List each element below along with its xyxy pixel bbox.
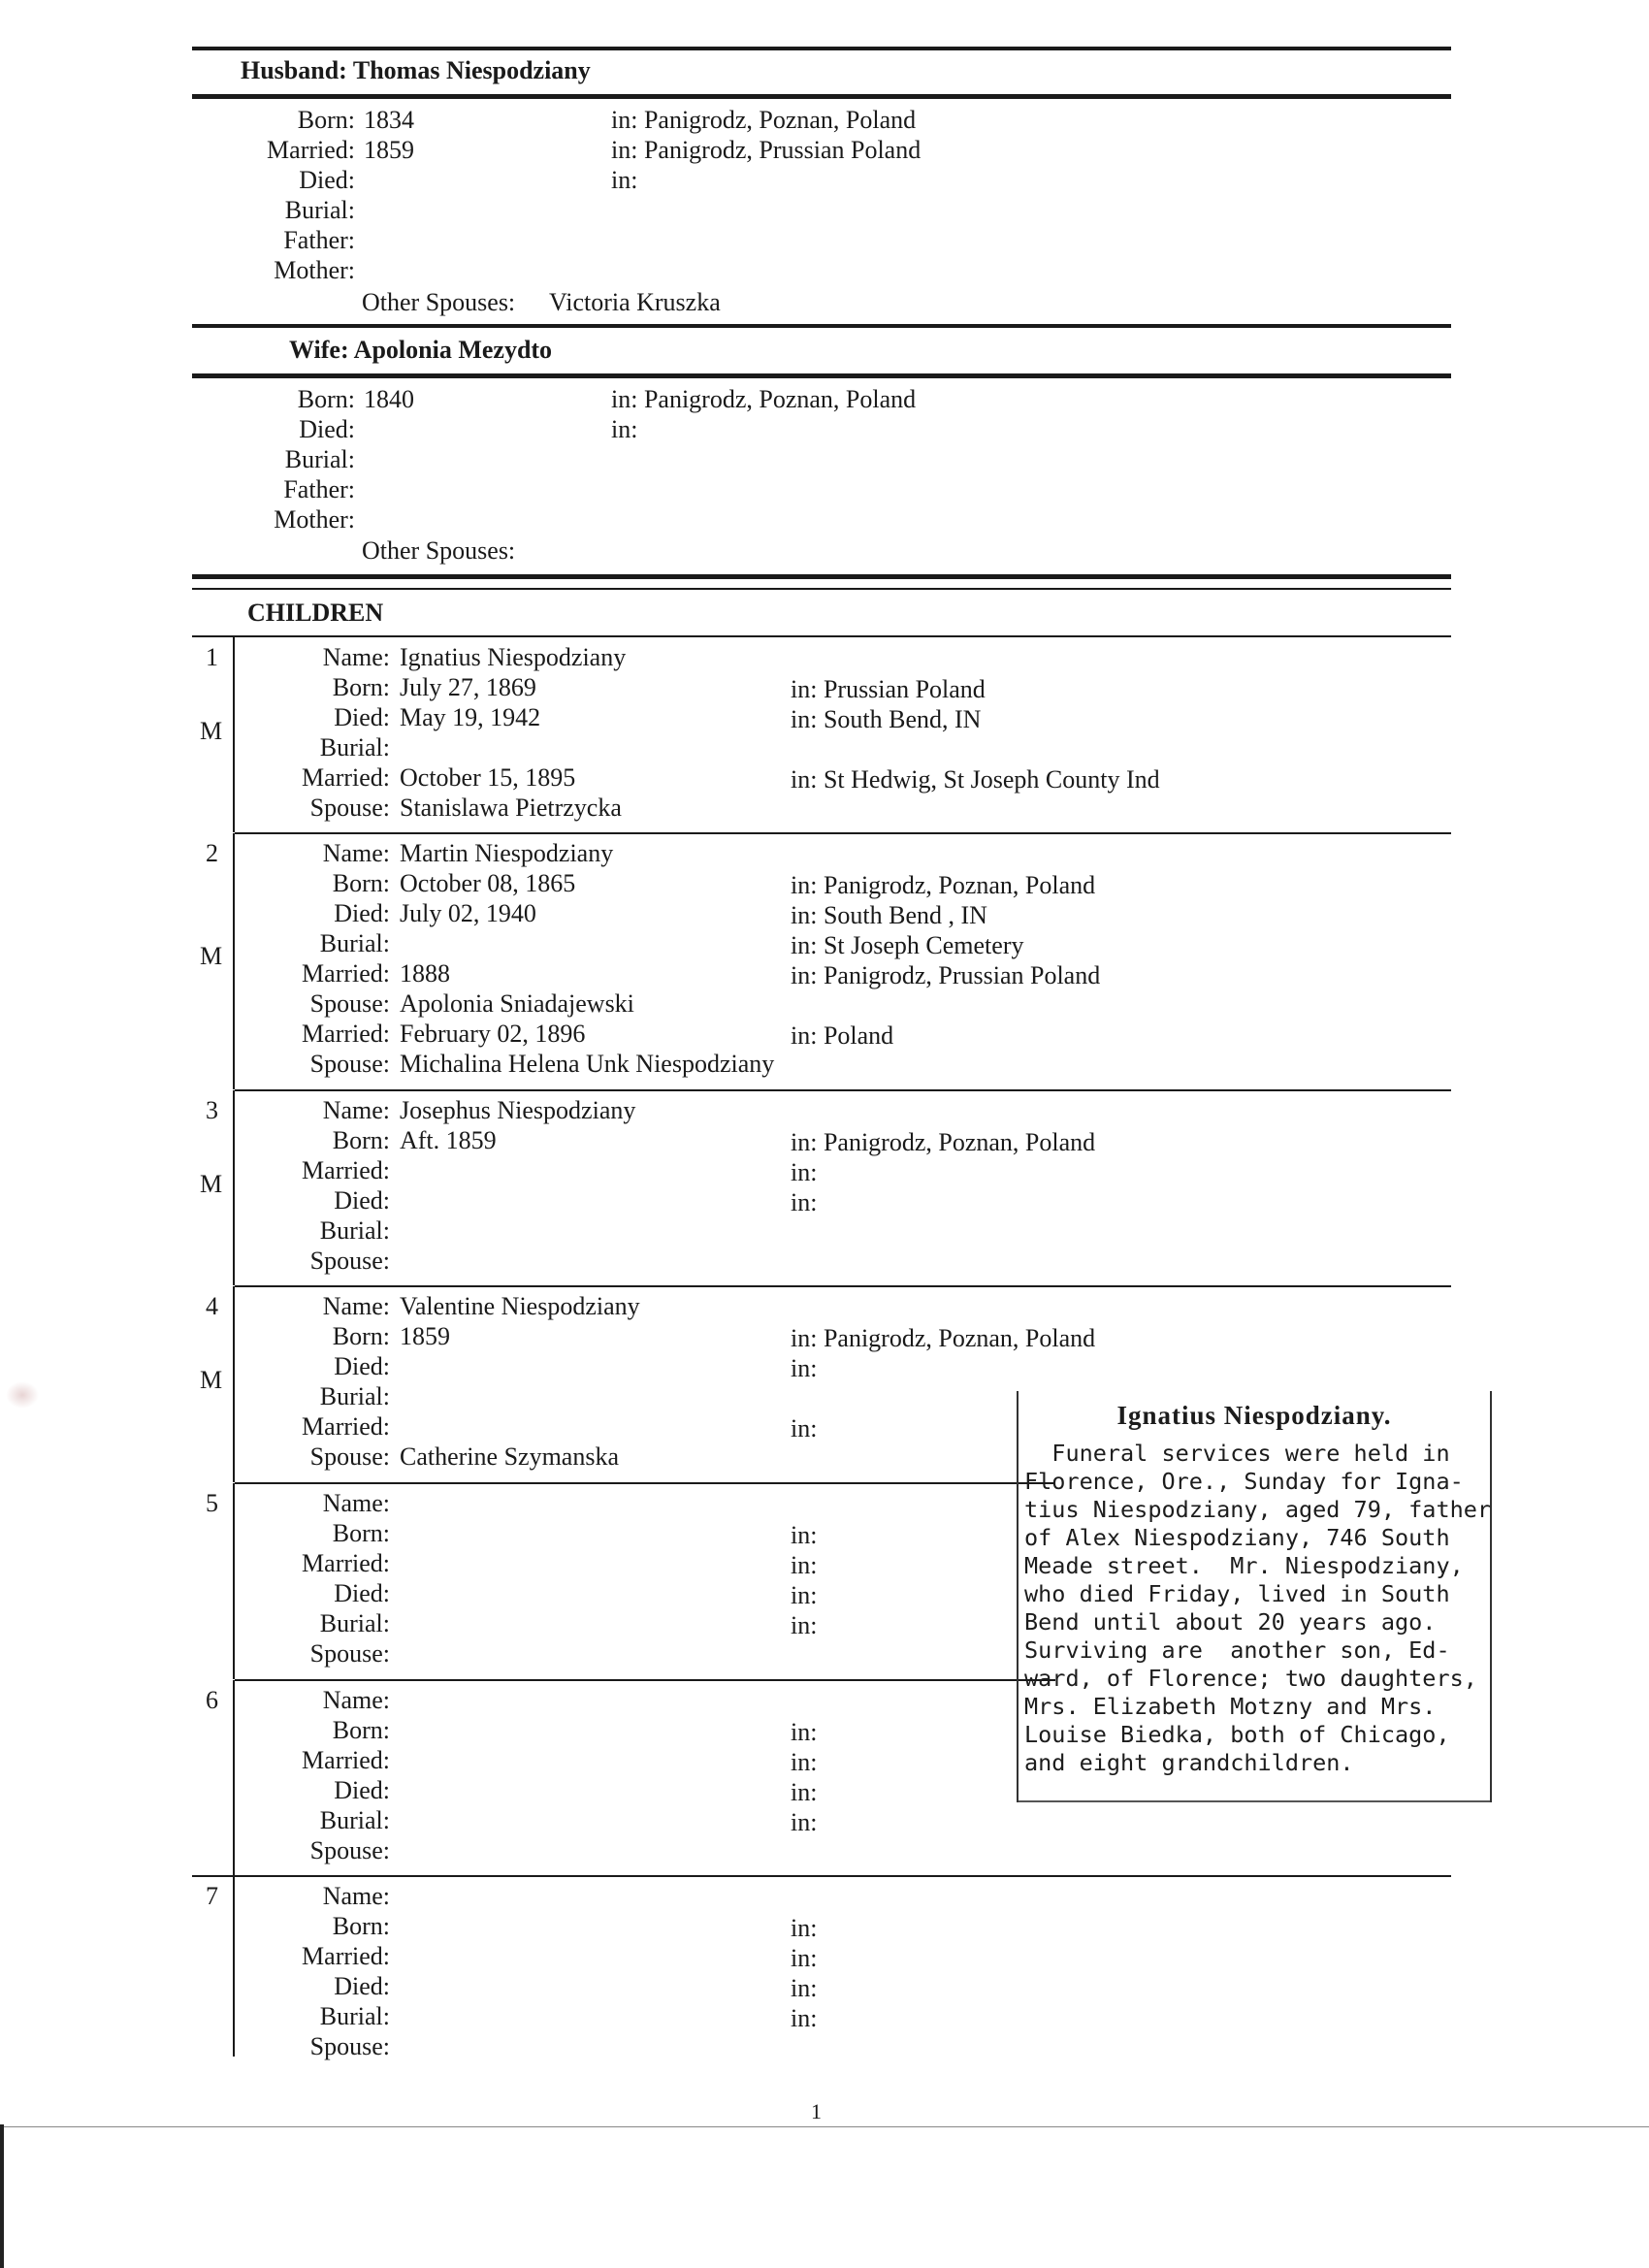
- child-number: 5: [206, 1489, 218, 1517]
- children-heading: CHILDREN: [247, 599, 384, 627]
- fact-place: in: Panigrodz, Prussian Poland: [611, 136, 922, 164]
- child-separator: [235, 1089, 1451, 1091]
- child-field-label: Spouse:: [309, 1050, 390, 1078]
- child-field-place: in: Poland: [791, 1021, 894, 1050]
- child-separator: [235, 1482, 1055, 1484]
- child-block-bar: [233, 1286, 235, 1482]
- child-field-label: Name:: [322, 643, 390, 671]
- child-field-value: Michalina Helena Unk Niespodziany: [400, 1050, 775, 1078]
- other-spouses-value: Victoria Kruszka: [549, 288, 721, 316]
- child-number: 3: [206, 1096, 218, 1124]
- clipping-line: Surviving are another son, Ed-: [1024, 1636, 1450, 1664]
- child-field-label: Name:: [322, 839, 390, 867]
- child-field-label: Burial:: [319, 1382, 390, 1410]
- child-block-bar: [233, 1680, 235, 1875]
- child-field-label: Burial:: [319, 1216, 390, 1245]
- husband-burial-row: [0, 196, 355, 226]
- child-field-place: in:: [791, 1611, 818, 1639]
- child-field-label: Name:: [322, 1489, 390, 1517]
- child-field-label: Name:: [322, 1096, 390, 1124]
- child-field-value: Valentine Niespodziany: [400, 1292, 640, 1320]
- clipping-line: Mrs. Elizabeth Motzny and Mrs.: [1024, 1693, 1437, 1720]
- child-field-label: Died:: [334, 703, 390, 731]
- child-number: 2: [206, 839, 218, 867]
- husband-father-row: [0, 226, 355, 256]
- fact-label: Mother:: [274, 505, 355, 534]
- child-field-label: Spouse:: [309, 1639, 390, 1668]
- fact-label: Mother:: [274, 256, 355, 284]
- child-field-value: Martin Niespodziany: [400, 839, 614, 867]
- child-field-label: Spouse:: [309, 2032, 390, 2060]
- child-field-label: Name:: [322, 1882, 390, 1910]
- clipping-headline: Ignatius Niespodziany.: [1116, 1401, 1392, 1430]
- fact-place: in:: [611, 166, 638, 194]
- clipping-line: who died Friday, lived in South: [1024, 1580, 1450, 1607]
- child-field-label: Burial:: [319, 1609, 390, 1637]
- fact-place: in: Panigrodz, Poznan, Poland: [611, 106, 917, 134]
- child-field-label: Married:: [302, 1020, 390, 1048]
- fact-label: Father:: [283, 226, 355, 254]
- child-field-place: in: South Bend, IN: [791, 705, 982, 733]
- fact-place: in:: [611, 415, 638, 443]
- child-field-label: Born:: [332, 673, 390, 701]
- fact-label: Father:: [283, 475, 355, 503]
- child-field-place: in:: [791, 1354, 818, 1382]
- fact-label: Burial:: [284, 445, 355, 473]
- clipping-line: tius Niespodziany, aged 79, father: [1024, 1496, 1492, 1523]
- child-field-label: Spouse:: [309, 1247, 390, 1275]
- fact-label: Died:: [299, 166, 355, 194]
- child-field-value: 1859: [400, 1322, 450, 1350]
- child-field-label: Burial:: [319, 1806, 390, 1834]
- child-field-value: Aft. 1859: [400, 1126, 497, 1154]
- wife-other-spouses-label: Other Spouses:: [362, 536, 516, 565]
- child-field-label: Born:: [332, 1716, 390, 1744]
- husband-married-row: [0, 136, 355, 166]
- wife-mother-row: [0, 505, 355, 535]
- child-field-value: May 19, 1942: [400, 703, 541, 731]
- child-field-label: Spouse:: [309, 794, 390, 822]
- fact-value: 1834: [364, 106, 414, 134]
- child-field-label: Spouse:: [309, 1442, 390, 1471]
- child-field-value: July 02, 1940: [400, 899, 536, 927]
- child-sex: M: [200, 1366, 223, 1394]
- children-header-rule: [192, 635, 1451, 637]
- child-field-place: in:: [791, 1581, 818, 1609]
- scan-edge-bar: [0, 2124, 4, 2268]
- clipping-line: Louise Biedka, both of Chicago,: [1024, 1721, 1450, 1748]
- children-top-rule: [192, 574, 1451, 579]
- child-field-place: in:: [791, 1914, 818, 1942]
- child-field-place: in: Panigrodz, Poznan, Poland: [791, 1324, 1096, 1352]
- clipping-line: Funeral services were held in: [1024, 1440, 1450, 1467]
- child-field-place: in: South Bend , IN: [791, 901, 987, 929]
- child-separator: [235, 1285, 1451, 1287]
- child-field-label: Name:: [322, 1292, 390, 1320]
- scan-edge-line: [0, 2126, 1649, 2127]
- child-sex: M: [200, 1170, 223, 1198]
- child-field-label: Born:: [332, 1912, 390, 1940]
- clipping-line: of Alex Niespodziany, 746 South: [1024, 1524, 1450, 1551]
- child-field-value: Josephus Niespodziany: [400, 1096, 636, 1124]
- wife-father-row: [0, 475, 355, 505]
- child-number: 1: [206, 643, 218, 671]
- child-field-label: Burial:: [319, 2002, 390, 2030]
- fact-label: Born:: [297, 106, 355, 134]
- child-field-place: in:: [791, 1778, 818, 1806]
- child-field-label: Burial:: [319, 733, 390, 761]
- wife-rule: [192, 373, 1451, 378]
- fact-label: Married:: [267, 136, 355, 164]
- child-field-place: in:: [791, 1718, 818, 1746]
- husband-title: Husband: Thomas Niespodziany: [241, 56, 591, 84]
- top-rule: [192, 47, 1451, 50]
- scan-smudge: [6, 1381, 39, 1409]
- child-block-bar: [233, 1876, 235, 2057]
- fact-place: in: Panigrodz, Poznan, Poland: [611, 385, 917, 413]
- clipping-bottom-edge: [1018, 1800, 1490, 1802]
- child-field-label: Married:: [302, 959, 390, 988]
- child-field-label: Born:: [332, 1322, 390, 1350]
- child-field-label: Died:: [334, 1579, 390, 1607]
- child-field-place: in: St Joseph Cemetery: [791, 931, 1024, 959]
- page-number: 1: [811, 2099, 822, 2123]
- child-field-place: in:: [791, 1414, 818, 1442]
- child-field-place: in: Panigrodz, Poznan, Poland: [791, 871, 1096, 899]
- child-field-place: in:: [791, 1974, 818, 2002]
- child-sex: M: [200, 942, 223, 970]
- child-field-label: Burial:: [319, 929, 390, 957]
- clipping-line: ward, of Florence; two daughters,: [1024, 1665, 1477, 1692]
- child-field-label: Died:: [334, 1972, 390, 2000]
- child-field-label: Died:: [334, 899, 390, 927]
- child-field-label: Married:: [302, 1549, 390, 1577]
- child-block-bar: [233, 1090, 235, 1285]
- husband-died-row: [0, 166, 355, 196]
- husband-mother-row: [0, 256, 355, 286]
- child-field-label: Married:: [302, 763, 390, 792]
- child-field-value: February 02, 1896: [400, 1020, 586, 1048]
- child-number: 6: [206, 1686, 218, 1714]
- child-field-value: October 15, 1895: [400, 763, 576, 792]
- clipping-line: Meade street. Mr. Niespodziany,: [1024, 1552, 1464, 1579]
- obituary-clipping: [1017, 1391, 1492, 1802]
- child-field-place: in:: [791, 2004, 818, 2032]
- child-field-label: Died:: [334, 1186, 390, 1215]
- child-sex: M: [200, 717, 223, 745]
- wife-top-rule: [192, 324, 1451, 328]
- child-block-bar: [233, 833, 235, 1089]
- fact-value: 1840: [364, 385, 414, 413]
- child-field-label: Born:: [332, 1519, 390, 1547]
- child-field-place: in: Prussian Poland: [791, 675, 986, 703]
- clipping-line: and eight grandchildren.: [1024, 1749, 1354, 1776]
- other-spouses-label: Other Spouses:: [362, 288, 516, 316]
- child-field-label: Name:: [322, 1686, 390, 1714]
- husband-rule: [192, 94, 1451, 99]
- child-field-label: Spouse:: [309, 1836, 390, 1864]
- child-field-value: Apolonia Sniadajewski: [400, 989, 634, 1018]
- child-field-value: Catherine Szymanska: [400, 1442, 619, 1471]
- child-field-label: Died:: [334, 1776, 390, 1804]
- wife-died-row: [0, 415, 355, 445]
- child-field-value: Stanislawa Pietrzycka: [400, 794, 622, 822]
- child-number: 7: [206, 1882, 218, 1910]
- child-field-place: in: Panigrodz, Poznan, Poland: [791, 1128, 1096, 1156]
- child-separator: [235, 1679, 1055, 1681]
- fact-label: Born:: [297, 385, 355, 413]
- child-field-label: Born:: [332, 1126, 390, 1154]
- child-field-label: Born:: [332, 869, 390, 897]
- child-field-place: in:: [791, 1551, 818, 1579]
- child-field-label: Spouse:: [309, 989, 390, 1018]
- children-top-rule-thin: [192, 588, 1451, 590]
- wife-title: Wife: Apolonia Mezydto: [289, 336, 553, 364]
- clipping-line: Bend until about 20 years ago.: [1024, 1608, 1437, 1636]
- child-separator: [192, 1875, 1451, 1877]
- husband-born-row: [0, 106, 355, 136]
- clipping-line: Florence, Ore., Sunday for Igna-: [1024, 1468, 1464, 1495]
- child-field-place: in: Panigrodz, Prussian Poland: [791, 961, 1101, 989]
- fact-label: Burial:: [284, 196, 355, 224]
- wife-born-row: [0, 385, 355, 415]
- child-field-label: Married:: [302, 1412, 390, 1441]
- child-field-value: October 08, 1865: [400, 869, 576, 897]
- child-field-place: in:: [791, 1188, 818, 1216]
- child-number: 4: [206, 1292, 218, 1320]
- child-field-place: in:: [791, 1944, 818, 1972]
- child-separator: [235, 832, 1451, 834]
- child-field-value: 1888: [400, 959, 450, 988]
- child-field-label: Married:: [302, 1942, 390, 1970]
- child-field-place: in: St Hedwig, St Joseph County Ind: [791, 765, 1160, 794]
- child-field-label: Married:: [302, 1746, 390, 1774]
- fact-label: Died:: [299, 415, 355, 443]
- child-block-bar: [233, 637, 235, 832]
- child-field-value: Ignatius Niespodziany: [400, 643, 627, 671]
- child-field-place: in:: [791, 1521, 818, 1549]
- child-field-label: Married:: [302, 1156, 390, 1184]
- child-field-place: in:: [791, 1748, 818, 1776]
- child-field-place: in:: [791, 1158, 818, 1186]
- child-block-bar: [233, 1483, 235, 1679]
- fact-value: 1859: [364, 136, 414, 164]
- child-field-value: July 27, 1869: [400, 673, 536, 701]
- child-field-label: Died:: [334, 1352, 390, 1380]
- wife-burial-row: [0, 445, 355, 475]
- child-field-place: in:: [791, 1808, 818, 1836]
